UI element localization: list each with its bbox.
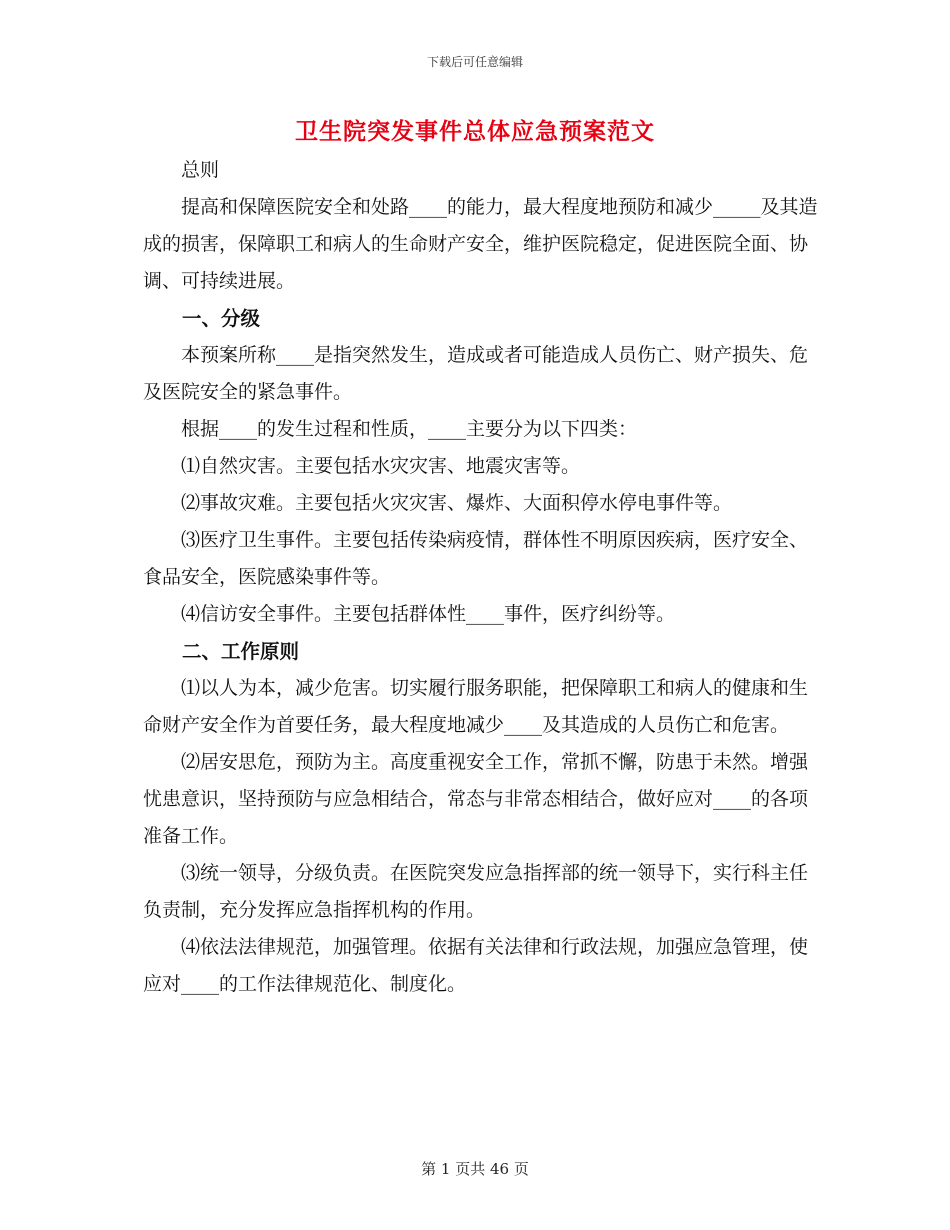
- section-heading: 一、分级: [182, 307, 261, 330]
- paragraph-general: 总则: [181, 159, 220, 181]
- list-item: ⑶医疗卫生事件。主要包括传染病疫情，群体性不明原因疾病，医疗安全、食品安全，医院感染事件等。: [143, 529, 809, 588]
- paragraph: 提高和保障医院安全和处路____的能力，最大程度地预防和减少_____及其造成的损害，保障职工和病人的生命财产安全，维护医院稳定，促进医院全面、协调、可持续进展。: [143, 196, 818, 292]
- page-footer: 第 1 页共 46 页: [421, 1160, 529, 1178]
- paragraph: 本预案所称____是指突然发生，造成或者可能造成人员伤亡、财产损失、危及医院安全的紧急事件。: [143, 344, 809, 403]
- list-item: ⑵居安思危，预防为主。高度重视安全工作，常抓不懈，防患于未然。增强忧患意识，坚持预防与应急相结合，常态与非常态相结合，做好应对____的各项准备工作。: [143, 751, 809, 847]
- list-item: ⑴自然灾害。主要包括水灾灾害、地震灾害等。: [181, 455, 581, 477]
- section-heading: 二、工作原则: [182, 640, 300, 663]
- list-item: ⑶统一领导，分级负责。在医院突发应急指挥部的统一领导下，实行科主任负责制，充分发挥应急指挥机构的作用。: [143, 862, 809, 921]
- list-item: ⑵事故灾难。主要包括火灾灾害、爆炸、大面积停水停电事件等。: [181, 492, 733, 514]
- list-item: ⑴以人为本，减少危害。切实履行服务职能，把保障职工和病人的健康和生命财产安全作为首要任务，最大程度地减少____及其造成的人员伤亡和危害。: [143, 677, 809, 736]
- header-note: 下载后可任意编辑: [426, 55, 523, 69]
- document-body: [143, 152, 823, 1003]
- paragraph: 根据____的发生过程和性质，____主要分为以下四类：: [181, 418, 638, 440]
- document-title: 卫生院突发事件总体应急预案范文: [295, 118, 655, 145]
- list-item: ⑷信访安全事件。主要包括群体性____事件，医疗纠纷等。: [181, 603, 676, 625]
- list-item: ⑷依法法律规范，加强管理。依据有关法律和行政法规，加强应急管理，使应对____的工作法律规范化、制度化。: [143, 936, 809, 995]
